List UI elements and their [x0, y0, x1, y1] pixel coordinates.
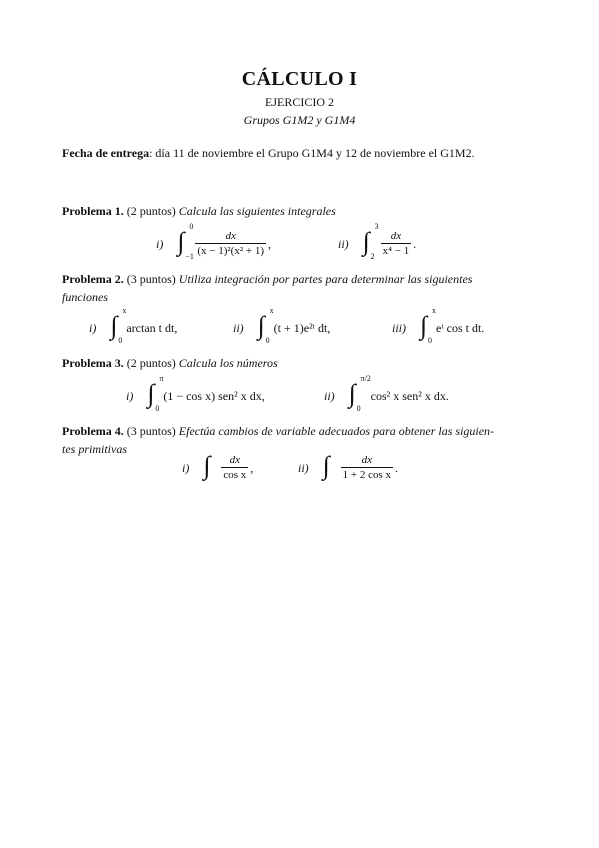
upper-limit: x [432, 306, 436, 315]
integral-sign: ∫ [322, 451, 330, 480]
problem-2-item-i [89, 306, 178, 346]
integral-sign: ∫ x 0 [420, 306, 436, 345]
item-label: iii) [392, 320, 406, 335]
page-title: CÁLCULO I [241, 68, 358, 90]
punctuation: , [250, 460, 254, 475]
integrand: (t + 1)e²ᵗ dt, [273, 320, 331, 335]
denominator: cos x [223, 469, 247, 481]
numerator: dx [390, 230, 402, 242]
problem-1-statement: Calcula las siguientes integrales [178, 204, 336, 218]
problem-2-label: Problema 2. [62, 272, 124, 286]
problem-2-points: (3 puntos) [126, 272, 176, 286]
punctuation: . [395, 460, 399, 475]
lower-limit: 0 [155, 404, 160, 413]
exercise-subtitle: EJERCICIO 2 [265, 95, 334, 109]
upper-limit: 0 [189, 222, 194, 231]
problem-1-label: Problema 1. [62, 204, 124, 218]
fraction [195, 230, 266, 258]
problem-3-label: Problema 3. [62, 356, 124, 370]
denominator: (x − 1)²(x² + 1) [197, 245, 264, 257]
upper-limit: x [122, 306, 127, 315]
integrand: cos² x sen² x dx. [370, 388, 449, 403]
lower-limit: −1 [185, 252, 194, 261]
fraction [341, 454, 393, 482]
problem-1-item-i [156, 222, 271, 262]
fraction [221, 454, 248, 482]
integral-sign: ∫ 3 2 [362, 222, 379, 261]
problem-2-statement-cont: funciones [62, 290, 108, 304]
delivery-label: Fecha de entrega [62, 146, 150, 160]
problem-4-label: Problema 4. [62, 424, 124, 438]
lower-limit: 0 [356, 404, 361, 413]
numerator: dx [361, 454, 373, 466]
problem-4-points: (3 puntos) [126, 424, 176, 438]
item-label: i) [182, 460, 190, 475]
problem-4-statement-cont: tes primitivas [62, 442, 127, 456]
integrand: arctan t dt, [126, 320, 178, 335]
problem-2-item-iii [392, 306, 485, 346]
problem-3-item-i [126, 374, 265, 414]
problem-4-item-ii [298, 450, 398, 486]
problem-3-item-ii [324, 374, 449, 414]
integral-sign: ∫ π 0 [147, 374, 164, 413]
problem-2-statement: Utiliza integración por partes para determinar las siguientes [178, 272, 473, 286]
upper-limit: x [269, 306, 274, 315]
item-label: ii) [298, 460, 309, 475]
problem-3-heading [62, 355, 278, 371]
item-label: ii) [338, 236, 349, 251]
problem-4-statement: Efectúa cambios de variable adecuados para obtener las siguien- [178, 424, 495, 438]
delivery-text: : día 11 de noviembre el Grupo G1M4 y 12 de noviembre el G1M2. [149, 146, 475, 160]
denominator: x⁴ − 1 [382, 245, 410, 257]
punctuation: , [268, 236, 271, 251]
delivery-line [62, 145, 475, 161]
integrand: (1 − cos x) sen² x dx, [163, 388, 265, 403]
item-label: i) [89, 320, 97, 335]
lower-limit: 0 [265, 336, 270, 345]
upper-limit: π/2 [360, 374, 371, 383]
problem-1-heading [62, 203, 336, 219]
problem-3-points: (2 puntos) [126, 356, 176, 370]
punctuation: . [413, 236, 417, 251]
problem-4-item-i [182, 450, 253, 486]
item-label: i) [126, 388, 134, 403]
fraction [381, 230, 412, 258]
item-label: ii) [233, 320, 244, 335]
problem-4-heading [62, 423, 494, 439]
numerator: dx [229, 454, 240, 466]
item-label: i) [156, 236, 164, 251]
problem-1-item-ii [338, 222, 417, 262]
problem-2-heading [62, 271, 472, 287]
integral-sign: ∫ [203, 451, 211, 480]
integral-sign: ∫ x 0 [110, 306, 127, 345]
upper-limit: 3 [374, 222, 379, 231]
item-label: ii) [324, 388, 335, 403]
problem-2-item-ii [233, 306, 331, 346]
integral-sign: ∫ π/2 0 [348, 374, 371, 413]
problem-3-statement: Calcula los números [178, 356, 278, 370]
denominator: 1 + 2 cos x [342, 469, 392, 481]
integral-sign: ∫ x 0 [257, 306, 274, 345]
groups-line: Grupos G1M2 y G1M4 [243, 113, 356, 127]
problem-1-points: (2 puntos) [126, 204, 176, 218]
upper-limit: π [159, 374, 164, 383]
lower-limit: 0 [428, 336, 432, 345]
integrand: eᵗ cos t dt. [436, 320, 485, 335]
integral-sign: ∫ 0 −1 [177, 222, 194, 261]
lower-limit: 2 [370, 252, 375, 261]
lower-limit: 0 [118, 336, 123, 345]
numerator: dx [225, 230, 236, 242]
